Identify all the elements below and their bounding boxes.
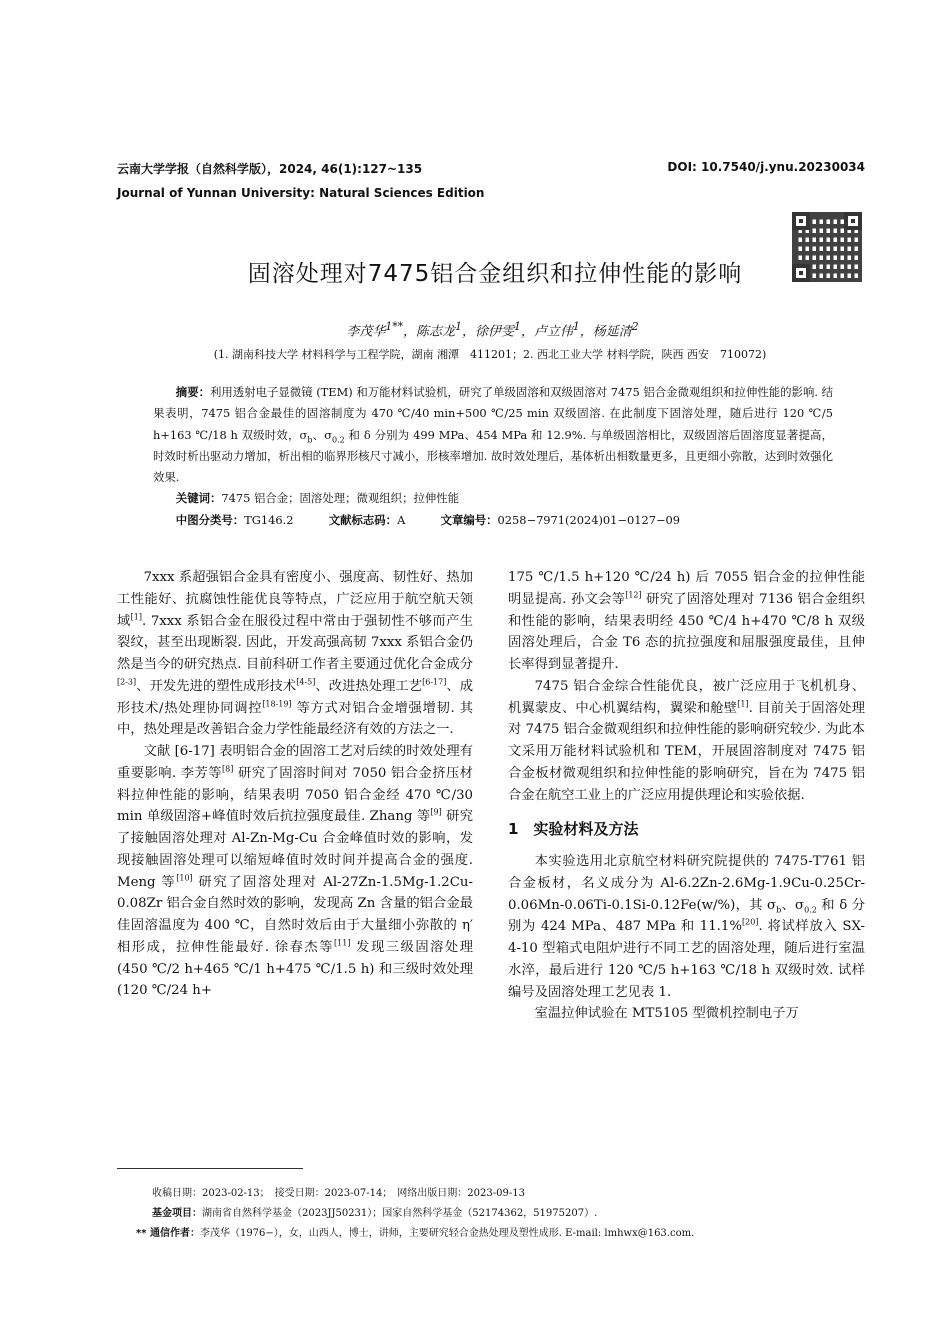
right-paragraph-3: 本实验选用北京航空材料研究院提供的 7475-T761 铝合金板材，名义成分为 Al-6.2Zn-2.6Mg-1.9Cu-0.25Cr-0.06Mn-0.06Ti-0.1Si-0.12Fe(w/%)，其 $\sigma_b$、$\sigma_{0.2}$ 和 δ 分别为 424 MPa、487 MPa 和 11.1%[20]. 将试样放入 SX-4-10 型箱式电阻炉进行不同工艺的固溶处理，随后进行室温水淬，最后进行 120 ℃/5 h+163 ℃/18 h 双级时效. 试样编号及固溶处理工艺见表 1. [508,854,866,1000]
clc-value: TG146.2 [244,512,294,527]
classification-line [153,510,833,531]
abstract-text: 利用透射电子显微镜 (TEM) 和万能材料试验机，研究了单级固溶和双级固溶对 7475 铝合金微观组织和拉伸性能的影响. 结果表明，7475 铝合金最佳的固溶制度为 470 ℃/40 min+500 ℃/25 min 双级固溶. 在此制度下固溶处理，随后进行 120 ℃/5 h+163 ℃/18 h 双级时效，$\sigma_b$、$\sigma_{0.2}$ 和 δ 分别为 499 MPa、454 MPa 和 12.9%. 与单级固溶相比，双级固溶后固溶度显著提高，时效时析出驱动力增加，析出相的临界形核尺寸减小，形核率增加. 故时效处理后，基体析出相数量更多，且更细小弥散，达到时效强化效果. [153,385,834,485]
corresponding-label: ** 通信作者： [136,1228,200,1239]
article-no-value: 0258−7971(2024)01−0127−09 [497,512,680,527]
right-paragraph-2: 7475 铝合金综合性能优良，被广泛应用于飞机机身、机翼蒙皮、中心机翼结构，翼梁和舱壁[1]. 目前关于固溶处理对 7475 铝合金微观组织和拉伸性能的影响研究较少. 为此本文采用万能材料试验机和 TEM，开展固溶制度对 7475 铝合金板材微观组织和拉伸性能的影响研究，旨在为 7475 铝合金在航空工业上的广泛应用提供理论和实验依据. [508,678,865,803]
doccode-value: A [397,512,406,527]
clc-label: 中图分类号： [175,512,245,527]
funding [152,1204,872,1224]
corresponding-text: 李茂华（1976−），女，山西人，博士，讲师，主要研究轻合金热处理及塑性成形. E-mail: lmhwx@163.com. [199,1228,695,1239]
keywords-text: 7475 铝合金；固溶处理；微观组织；拉伸性能 [221,491,460,506]
affiliation: (1. 湖南科技大学 材料科学与工程学院，湖南 湘潭 411201；2. 西北工业大学 材料学院，陕西 西安 710072) [213,348,767,361]
footnote-divider [117,1168,303,1169]
left-column [117,567,473,1002]
left-paragraph-1: 7xxx 系超强铝合金具有密度小、强度高、韧性好、热加工性能好、抗腐蚀性能优良等特点，广泛应用于航空航天领域[1]. 7xxx 系铝合金在服役过程中常由于强韧性不够而产生裂纹，甚至出现断裂. 因此，开发高强高韧 7xxx 系铝合金仍然是当今的研究热点. 目前科研工作者主要通过优化合金成分[2-3]、开发先进的塑性成形技术[4-5]、改进热处理工艺[6-17]、成形技术/热处理协同调控[18-19] 等方式对铝合金增强增韧. 其中，热处理是改善铝合金力学性能最经济有效的方法之一. [117,570,474,738]
doccode-label: 文献标志码： [328,512,398,527]
right-column [508,567,865,1025]
received-dates: 收稿日期：2023-02-13； 接受日期：2023-07-14； 网络出版日期：2023-09-13 [152,1188,525,1199]
doi: DOI: 10.7540/j.ynu.20230034 [667,160,865,174]
abstract-block [153,382,833,531]
authors: 李茂华$^{1**}$，陈志龙$^1$，徐伊雯$^1$，卢立伟$^1$，杨延清$^2$ [346,320,639,340]
keywords-label: 关键词： [175,491,222,506]
section-heading: 1 实验材料及方法 [508,820,639,839]
right-paragraph-1: 175 ℃/1.5 h+120 ℃/24 h) 后 7055 铝合金的拉伸性能明显提高. 孙文会等[12] 研究了固溶处理对 7136 铝合金组织和性能的影响，结果表明经 450 ℃/4 h+470 ℃/8 h 双级固溶处理后，合金 T6 态的抗拉强度和屈服强度最佳，且伸长率得到显著提升. [508,570,865,672]
right-paragraph-4: 室温拉伸试验在 MT5105 型微机控制电子万 [534,1006,799,1022]
left-paragraph-2: 文献 [6-17] 表明铝合金的固溶工艺对后续的时效处理有重要影响. 李芳等[8] 研究了固溶时间对 7050 铝合金挤压材料拉伸性能的影响，结果表明 7050 铝合金经 470 ℃/30 min 单级固溶+峰值时效后抗拉强度最佳. Zhang 等[9] 研究了接触固溶处理对 Al-Zn-Mg-Cu 合金峰值时效的影响，发现接触固溶处理可以缩短峰值时效时间并提高合金的强度. Meng 等[10] 研究了固溶处理对 Al-27Zn-1.5Mg-1.2Cu-0.08Zr 铝合金自然时效的影响，发现高 Zn 含量的铝合金最佳固溶温度为 400 ℃，自然时效后由于大量细小弥散的 η′相形成，拉伸性能最好. 徐春杰等[11] 发现三级固溶处理 (450 ℃/2 h+465 ℃/1 h+475 ℃/1.5 h) 和三级时效处理 (120 ℃/24 h+ [117,744,474,999]
journal-header-cn: 云南大学学报（自然科学版），2024, 46(1):127~135 [117,162,423,176]
funding-text: 湖南省自然科学基金（2023JJ50231）；国家自然科学基金（52174362，51975207）. [202,1208,598,1219]
article-no-label: 文章编号： [440,512,498,527]
footnotes [136,1184,872,1244]
keywords [153,488,833,509]
paper-title: 固溶处理对7475铝合金组织和拉伸性能的影响 [247,261,743,287]
abstract-label: 摘要： [175,385,210,399]
journal-header-en: Journal of Yunnan University: Natural Sciences Edition [117,186,485,200]
funding-label: 基金项目： [152,1208,202,1219]
abstract [153,382,833,488]
corresponding-author [136,1224,872,1244]
